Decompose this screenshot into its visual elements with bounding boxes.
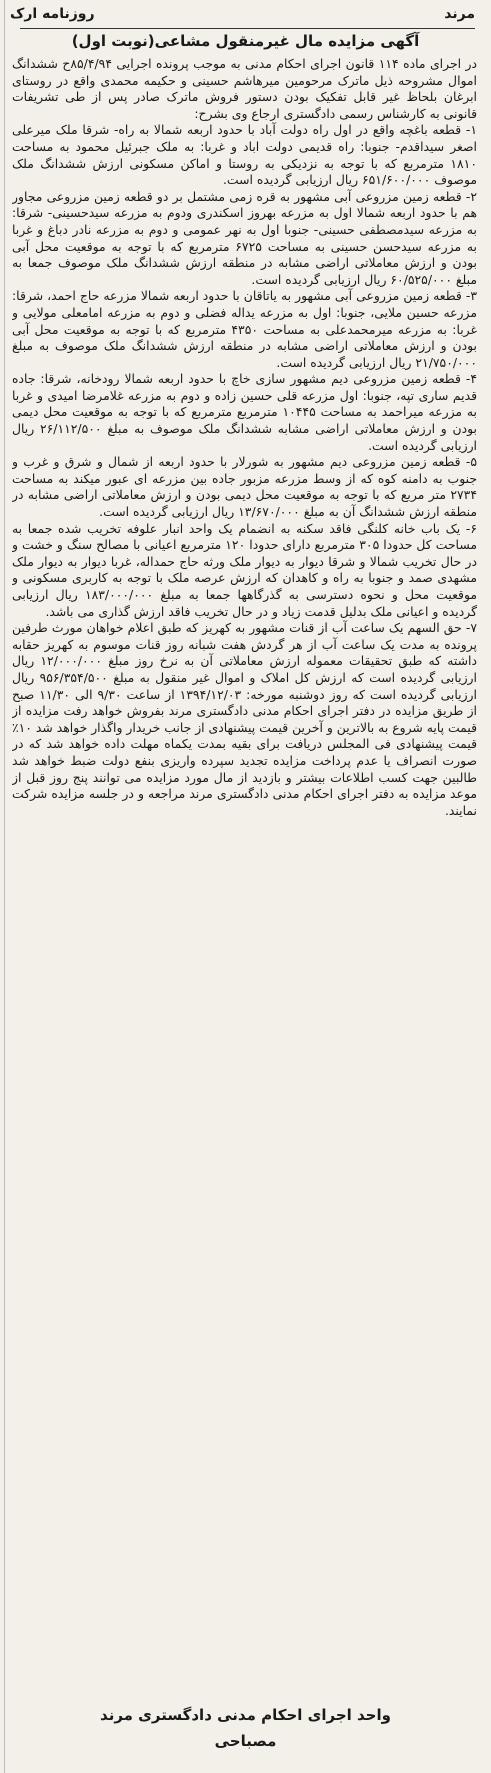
clipping-header (10, 6, 475, 28)
item-3-paragraph: ۳- قطعه زمین مزروعی آبی مشهور به یاتاقان با حدود اربعه شمالا مزرعه حاج احمد، شرقا: مزرعه حسین ملایی، جنوبا: اول به مزرعه یداله فضلی و دوم به مزرعه امامعلی مولایی و غربا: به مزرعه میرمحمدعلی به مساحت ۴۳۵۰ مترمربع که با توجه به موقعیت محل آبی بودن و ارزش معاملاتی اراضی مشابه در منطقه ارزش ششدانگ ملک موصوف به مبلغ ۲۱/۷۵۰/۰۰۰ ریال ارزیابی گردیده است. (12, 288, 477, 370)
clipping-edge (4, 0, 5, 1773)
item-6-paragraph: ۶- یک باب خانه کلنگی فاقد سکنه به انضمام یک واحد انبار علوفه تخریب شده جمعا به مساحت کل حدودا ۳۰۵ مترمربع دارای حدودا ۱۲۰ مترمربع اعیانی با مصالح سنگ و خشت و در حال تخریب شمالا و شرقا دیوار به دیوار ملک ورثه حاج حمداله، غربا دیوار به دیوار ملک مشهدی صمد و جنوبا به راه و کاهدان که ارزش عرصه ملک با توجه به کاربری مسکونی و موقعیت محل و نحوه دسترسی به گذرگاهها جمعا به مبلغ ۱۸۳/۰۰۰/۰۰۰ ریال ارزیابی گردیده و اعیانی ملک بدلیل قدمت زیاد و در حال تخریب فاقد ارزش گذاری می باشد. (12, 520, 477, 619)
header-city: مرند (444, 6, 475, 22)
notice-title: آگهی مزایده مال غیرمنقول مشاعی(نوبت اول) (71, 32, 420, 50)
header-newspaper: روزنامه ارک (10, 6, 95, 22)
signature-name: مصباحی (214, 1732, 277, 1750)
item-5-paragraph: ۵- قطعه زمین مزروعی دیم مشهور به شورلار با حدود اربعه از شمال و شرق و غرب و جنوب به دامنه کوه که از وسط مزرعه مزبور جاده بین مزرعه ای عبور میکند به مساحت ۲۷۳۴ متر مربع که با توجه به موقعیت محل دیمی بودن و ارزش معاملاتی اراضی مشابه در منطقه ارزش ششدانگ آن به مبلغ ۱۳/۶۷۰/۰۰۰ ریال ارزیابی گردیده است. (12, 454, 477, 520)
intro-paragraph: در اجرای ماده ۱۱۴ قانون اجرای احکام مدنی به موجب پرونده اجرایی ۸۵/۴/۹۴ح ششدانگ اموال مشروحه ذیل ماترک مرحومین میرهاشم حسینی و حکیمه محمدی واقع در روستای ابرغان بلحاظ غیر قابل تفکیک بودن دستور فروش ماترک صادر پس از طی تشریفات قانونی به کارشناس رسمی دادگستری ارجاع وی بشرح: (12, 56, 477, 121)
header-divider (20, 28, 475, 29)
item-4-paragraph: ۴- قطعه زمین مزروعی دیم مشهور سازی خاچ با حدود اربعه شمالا رودخانه، شرقا: جاده قدیم ساری تپه، جنوبا: اول مزرعه قلی حسین زاده و دوم به مزرعه غلامرضا امیدی و غربا به مزرعه میراحمد به مساحت ۱۰۴۴۵ مترمربع مترمربع که با توجه به موقعیت محل دیمی بودن و ارزش معاملاتی اراضی مشابه ششدانگ ملک موصوف به مبلغ ۲۶/۱۱۲/۵۰۰ ریال ارزیابی گردیده است. (12, 371, 477, 453)
signature-block (10, 1702, 481, 1754)
signature-office: واحد اجرای احکام مدنی دادگستری مرند (100, 1706, 391, 1724)
item-1-paragraph: ۱- قطعه باغچه واقع در اول راه دولت آباد با حدود اربعه شمالا به راه- شرقا ملک میرعلی اصغر سیداقدم- جنوبا: راه قدیمی دولت اباد و غربا: به ملک جبرئیل محمود به مساحت ۱۸۱۰ مترمربع که با توجه به نزدیکی به روستا و اماکن مسکونی ارزش ششدانگ ملک موصوف ۶۵۱/۶۰۰/۰۰۰ ریال ارزیابی گردیده است. (12, 122, 477, 188)
item-2-paragraph: ۲- قطعه زمین مزروعی آبی مشهور به قره زمی مشتمل بر دو قطعه زمین مزروعی مجاور هم با حدود اربعه شمالا اول به مزرعه بهروز اسکندری ودوم به مزرعه سیدحسینی- شرقا: به مزرعه سیدمصطفی حسینی- جنوبا اول به نهر عمومی و دوم به مزرعه نادر دباغ و غربا به مزرعه سیدحسن حسینی به مساحت ۶۷۲۵ مترمربع که با توجه به موقعیت محل آبی بودن و ارزش معاملاتی اراضی مشابه در منطقه ارزش ششدانگ ملک موصوف جمعا به مبلغ ۶۰/۵۲۵/۰۰۰ ریال ارزیابی گردیده است. (12, 188, 477, 287)
item-7-paragraph: ۷- حق السهم یک ساعت آب از قنات مشهور به کهریز که طبق اعلام خواهان مورث طرفین پرونده به مدت یک ساعت آب از هر گردش هفت شبانه روز قنات موسوم به کهریز حقابه داشته که طبق تحقیقات معموله ارزش معاملاتی آن به نرخ روز مبلغ ۱۲/۰۰۰/۰۰۰ ریال ارزیابی گردیده است که ارزش کل املاک و اموال غیر منقول به مبلغ ۹۵۶/۳۵۴/۵۰۰ ریال ارزیابی گردیده است که روز دوشنبه مورخه: ۱۳۹۴/۱۲/۰۳ از ساعت ۹/۳۰ الی ۱۱/۳۰ صبح از طریق مزایده در دفتر اجرای احکام مدنی دادگستری مرند بفروش خواهد رفت مزایده از قیمت پایه شروع به بالاترین و آخرین قیمت پیشنهادی از جانب خریدار واگذار خواهد شد ۱۰٪ قیمت پیشنهادی فی المجلس دریافت برای بقیه بمدت یکماه مهلت داده خواهد شد که در صورت انصراف یا عدم پرداخت مزایده تجدید سپرده واریزی بنفع دولت ضبط خواهد شد طالبین جهت کسب اطلاعات بیشتر و بازدید از مال مورد مزایده می توانند پنج روز قبل از موعد مزایده به دفتر اجرای احکام مدنی دادگستری مرند مراجعه و در جلسه مزایده شرکت نمایند. (12, 620, 477, 818)
notice-body (12, 56, 477, 1696)
